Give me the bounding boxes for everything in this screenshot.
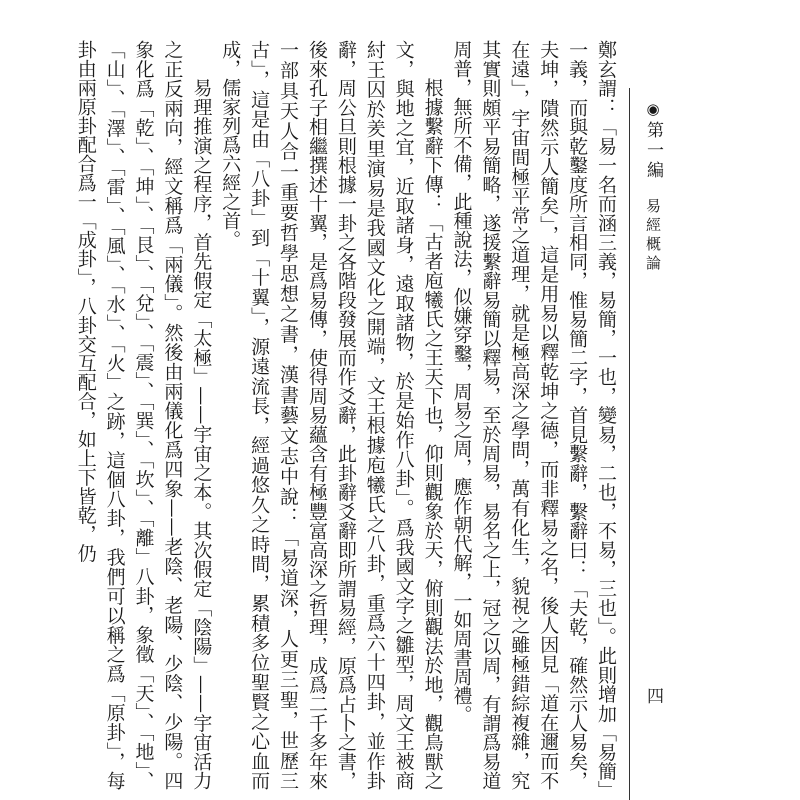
running-head (641, 100, 666, 181)
paragraph-2: 根據繫辭下傳：「古者庖犧氏之王天下也，仰則觀象於天，俯則觀法於地，觀鳥獸之文，與地之宜，近取諸身，遠取諸物，於是始作八卦」。爲我國文字之雛型，周文王被商紂王囚於羑里演易是我國文化之開端，文王根據庖犧氏之八卦，重爲六十四卦，並作卦辭，周公旦則根據一卦之各階段發展而作爻辭，此卦辭爻辭即所謂易經，原爲占卜之書，後來孔子相繼撰述十翼，是爲易傳，使得周易蘊含有極豐富高深之哲理，成爲二千多年來一部具天人合一重要哲學思想之書，漢書藝文志中說：「易道深，人更三聖，世歷三古」，這是由「八卦」到「十翼」，源遠流長，經過悠久之時間，累積多位聖賢之心血而成，儒家列爲六經之首。 (219, 40, 444, 790)
margin-rule (629, 88, 630, 800)
body-text (74, 40, 620, 790)
book-title: 易經概論 (644, 198, 662, 274)
bullseye-icon: ◉ (644, 100, 662, 121)
chapter-label: 第一編 (643, 121, 663, 181)
paragraph-3: 易理推演之程序，首先假定「太極」——宇宙之本。其次假定「陰陽」——宇宙活力之正反兩向，經文稱爲「兩儀」。然後由兩儀化爲四象——老陰、老陽、少陰、少陽。四象化爲「乾」、「坤」、「艮」、「兌」、「震」、「巽」、「坎」、「離」八卦，象徵「天」、「地」、「山」、「澤」、「雷」、「風」、「水」、「火」之跡，這個八卦，我們可以稱之爲「原卦」，每卦由兩原卦配合爲一「成卦」，八卦交互配合，如上下皆乾，仍 (74, 40, 213, 790)
page-number: 四 (643, 687, 663, 704)
paragraph-1: 鄭玄謂：「易一名而涵三義，易簡，一也，變易，二也，不易，三也」。此則增加「易簡」一義，而與乾鑿度所言相同，惟易簡二字，首見繫辭，繫辭曰：「夫乾，確然示人易矣，夫坤，隤然示人簡矣」，這是用易以釋乾坤之德，而非釋易之名，後人因見「道在邇而不在遠」，宇宙間極平常之道理，就是極高深之學問，萬有化生，貌視之雖極錯綜複雜，究其實則頗平易簡略，遂援繫辭易簡以釋易，至於周易，易名之上，冠之以周，有謂爲易道周普，無所不備，此種說法，似嫌穿鑿，周易之周，應作朝代解，一如周書周禮。 (450, 40, 617, 790)
